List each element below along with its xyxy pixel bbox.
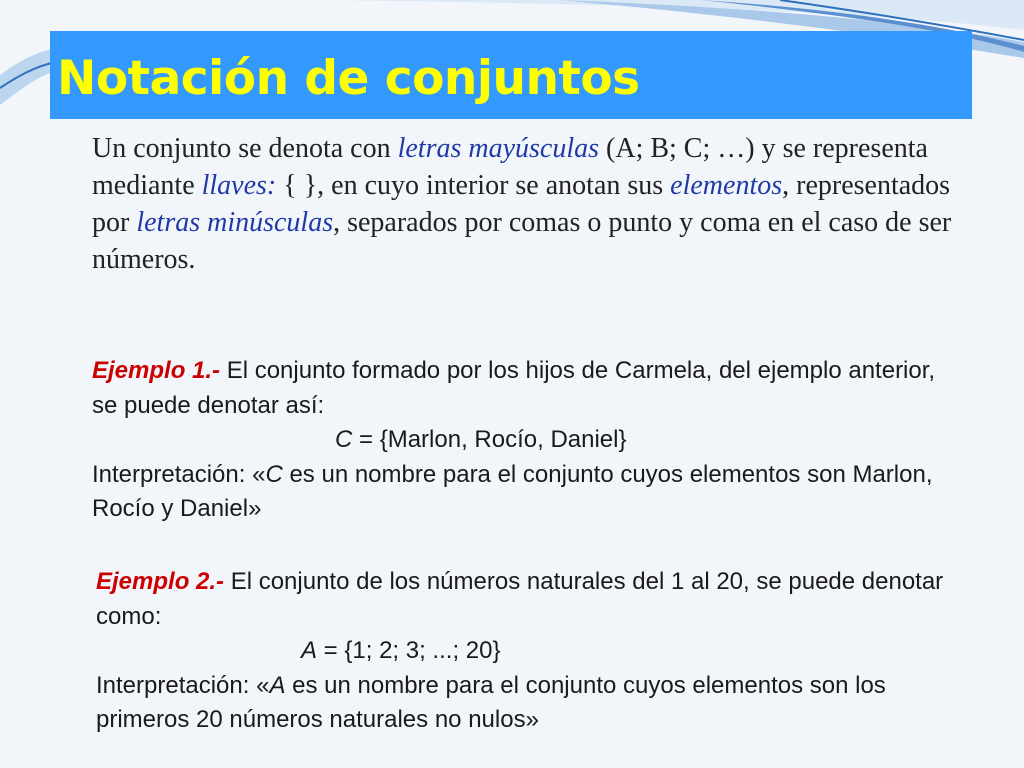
title-bar bbox=[50, 31, 972, 119]
interpretation-prefix: Interpretación: « bbox=[96, 671, 270, 699]
intro-text: Un conjunto se denota con bbox=[92, 133, 398, 164]
example-2 bbox=[96, 565, 946, 738]
interpretation-variable: A bbox=[269, 671, 286, 699]
example-2-formula bbox=[96, 634, 946, 669]
example-1-formula bbox=[92, 423, 942, 458]
intro-text: , representados por bbox=[92, 170, 951, 238]
example-2-label: Ejemplo 2.- bbox=[96, 568, 225, 595]
interpretation-variable: C bbox=[265, 460, 283, 488]
highlight-letras-minusculas: letras minúsculas bbox=[136, 207, 334, 238]
example-1-text: El conjunto formado por los hijos de Carmela, del ejemplo anterior, se puede denotar así: bbox=[92, 357, 936, 419]
interpretation-text: es un nombre para el conjunto cuyos elementos son Marlon, Rocío y Daniel» bbox=[92, 460, 933, 522]
example-1-interpretation bbox=[92, 461, 932, 523]
intro-text: (A; B; C; …) y se representa mediante bbox=[92, 133, 928, 201]
page-title: Notación de conjuntos bbox=[57, 51, 640, 106]
highlight-letras-mayusculas: letras mayúsculas bbox=[397, 133, 600, 164]
intro-text: , separados por comas o punto y coma en el caso de ser números. bbox=[92, 207, 952, 275]
formula-variable: C bbox=[335, 426, 353, 453]
interpretation-text: es un nombre para el conjunto cuyos elementos son los primeros 20 números naturales no nulos» bbox=[96, 671, 886, 733]
intro-text: { }, en cuyo interior se anotan sus bbox=[276, 170, 671, 201]
example-1 bbox=[92, 354, 942, 527]
highlight-llaves: llaves: bbox=[201, 170, 277, 201]
interpretation-prefix: Interpretación: « bbox=[92, 460, 266, 488]
example-2-text: El conjunto de los números naturales del 1 al 20, se puede denotar como: bbox=[96, 568, 944, 630]
example-1-label: Ejemplo 1.- bbox=[92, 357, 221, 384]
formula-set: = {Marlon, Rocío, Daniel} bbox=[352, 426, 627, 453]
example-2-interpretation bbox=[96, 672, 886, 734]
highlight-elementos: elementos bbox=[670, 170, 783, 201]
formula-set: = {1; 2; 3; ...; 20} bbox=[317, 637, 501, 664]
formula-variable: A bbox=[301, 637, 318, 664]
intro-paragraph bbox=[92, 130, 972, 278]
